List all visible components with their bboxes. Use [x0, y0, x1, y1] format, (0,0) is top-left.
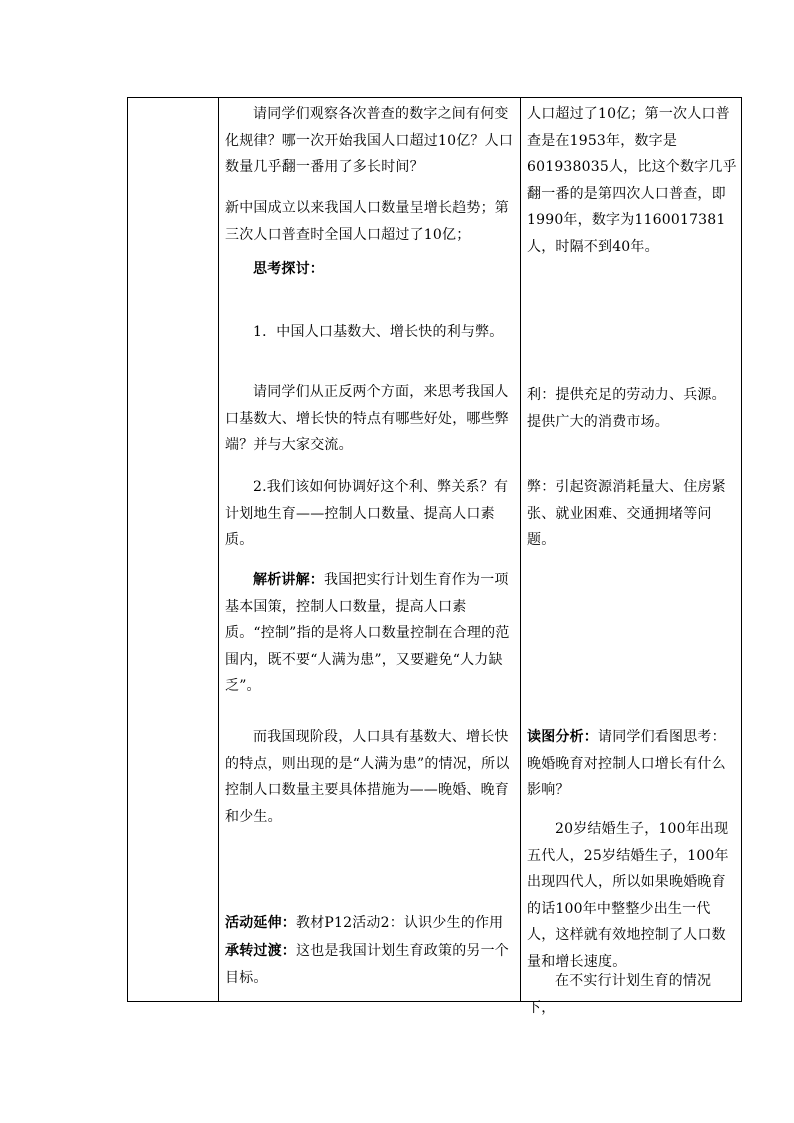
analysis-text: 我国把实行计划生育作为一项基本国策，控制人口数量，提高人口素质。“控制”指的是将人口数量控制在合理的范围内，既不要“人满为患”，又要避免“人力缺乏”。 [225, 572, 510, 694]
census-paragraph: 人口超过了10亿；第一次人口普查是在1953年，数字是601938035人，比这个数字几乎翻一番的是第四次人口普查，即1990年，数字为1160017381人，时隔不到40年。 [527, 106, 737, 255]
discuss-heading: 思考探讨： [253, 261, 324, 277]
reading-text: 请同学们看图思考：晚婚晚育对控制人口增长有什么影响？ [527, 729, 726, 798]
reading-label: 读图分析： [527, 729, 598, 745]
activity-text: 教材P12活动2：认识少生的作用 [296, 915, 504, 931]
activity-paragraph [225, 910, 515, 937]
teaching-content-cell [219, 98, 521, 1002]
table-row [128, 98, 742, 1002]
generation-paragraph: 20岁结婚生子，100年出现五代人，25岁结婚生子，100年出现四代人，所以如果晚婚晚育的话100年中整整少出生一代人，这样就有效地控制了人口数量和增长速度。 [527, 821, 729, 970]
transition-label: 承转过渡： [225, 943, 296, 959]
analysis-label: 解析讲解： [253, 572, 324, 588]
notes-cell [521, 98, 742, 1016]
question-paragraph: 请同学们观察各次普查的数字之间有何变化规律？哪一次开始我国人口超过10亿？人口数量几乎翻一番用了多长时间？ [225, 106, 514, 175]
activity-label: 活动延伸： [225, 915, 296, 931]
benefit-paragraph: 利：提供充足的劳动力、兵源。提供广大的消费市场。 [527, 387, 726, 430]
answer-paragraph: 新中国成立以来我国人口数量呈增长趋势；第三次人口普查时全国人口超过了10亿； [225, 200, 509, 243]
left-column-cell [128, 98, 219, 1002]
lesson-plan-table [127, 97, 742, 1016]
transition-paragraph [225, 938, 515, 991]
analysis-paragraph [225, 567, 515, 700]
reading-paragraph [527, 724, 737, 804]
discussion-paragraph: 请同学们从正反两个方面，来思考我国人口基数大、增长快的特点有哪些好处，哪些弊端？并与大家交流。 [225, 384, 509, 453]
transition-text: 这也是我国计划生育政策的另一个目标。 [225, 943, 509, 986]
discussion-question-1: 1．中国人口基数大、增长快的利与弊。 [253, 324, 504, 340]
continuation-paragraph: 在不实行计划生育的情况下， [527, 973, 712, 1016]
discussion-question-2: 2.我们该如何协调好这个利、弊关系？有计划地生育——控制人口数量、提高人口素质。 [225, 479, 509, 548]
measures-paragraph: 而我国现阶段，人口具有基数大、增长快的特点，则出现的是“人满为患”的情况，所以控制人口数量主要具体措施为——晚婚、晚育和少生。 [225, 729, 510, 825]
harm-paragraph: 弊：引起资源消耗量大、住房紧张、就业困难、交通拥堵等问题。 [527, 479, 726, 548]
